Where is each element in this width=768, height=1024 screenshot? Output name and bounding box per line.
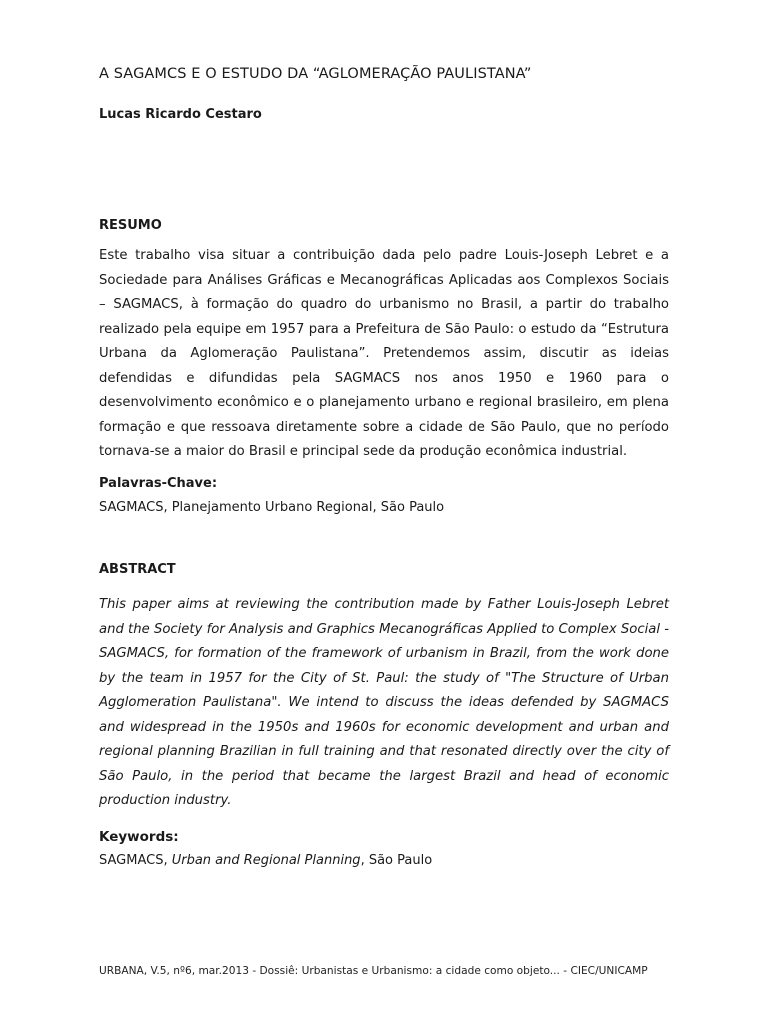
palavras-chave-heading: Palavras-Chave: — [99, 476, 218, 491]
keywords-text — [99, 853, 432, 868]
keywords-part-2: Urban and Regional Planning — [171, 853, 361, 868]
resumo-text: Este trabalho visa situar a contribuição dada pelo padre Louis-Joseph Lebret e a Sociedade para Análises Gráficas e Mecanográficas Aplicadas aos Complexos Sociais – SAGMACS, à formação do quadro do urbanismo no Brasil, a partir do trabalho realizado pela equipe em 1957 para a Prefeitura de São Paulo: o estudo da “Estrutura Urbana da Aglomeração Paulistana”. Pretendemos assim, discutir as ideias defendidas e difundidas pela SAGMACS nos anos 1950 e 1960 para o desenvolvimento econômico e o planejamento urbano e regional brasileiro, em plena formação e que ressoava diretamente sobre a cidade de São Paulo, que no período tornava-se a maior do Brasil e principal sede da produção econômica industrial. — [99, 248, 669, 459]
keywords-part-3: , São Paulo — [360, 853, 433, 868]
keywords-heading: Keywords: — [99, 829, 179, 845]
page-footer: URBANA, V.5, nº6, mar.2013 - Dossiê: Urbanistas e Urbanismo: a cidade como objeto... - CIEC/UNICAMP — [99, 965, 648, 977]
palavras-chave-text: SAGMACS, Planejamento Urbano Regional, São Paulo — [99, 500, 445, 515]
abstract-text: This paper aims at reviewing the contribution made by Father Louis-Joseph Lebret and the Society for Analysis and Graphics Mecanográficas Applied to Complex Social - SAGMACS, for formation of the framework of urbanism in Brazil, from the work done by the team in 1957 for the City of St. Paul: the study of "The Structure of Urban Agglomeration Paulistana". We intend to discuss the ideas defended by SAGMACS and widespread in the 1950s and 1960s for economic development and urban and regional planning Brazilian in full training and that resonated directly over the city of São Paulo, in the period that became the largest Brazil and head of economic production industry. — [99, 597, 669, 808]
author-name: Lucas Ricardo Cestaro — [99, 107, 262, 122]
abstract-heading: ABSTRACT — [99, 562, 176, 577]
keywords-part-1: SAGMACS, — [99, 853, 172, 868]
resumo-heading: RESUMO — [99, 218, 162, 233]
paper-title: A SAGAMCS E O ESTUDO DA “AGLOMERAÇÃO PAULISTANA” — [99, 66, 532, 82]
